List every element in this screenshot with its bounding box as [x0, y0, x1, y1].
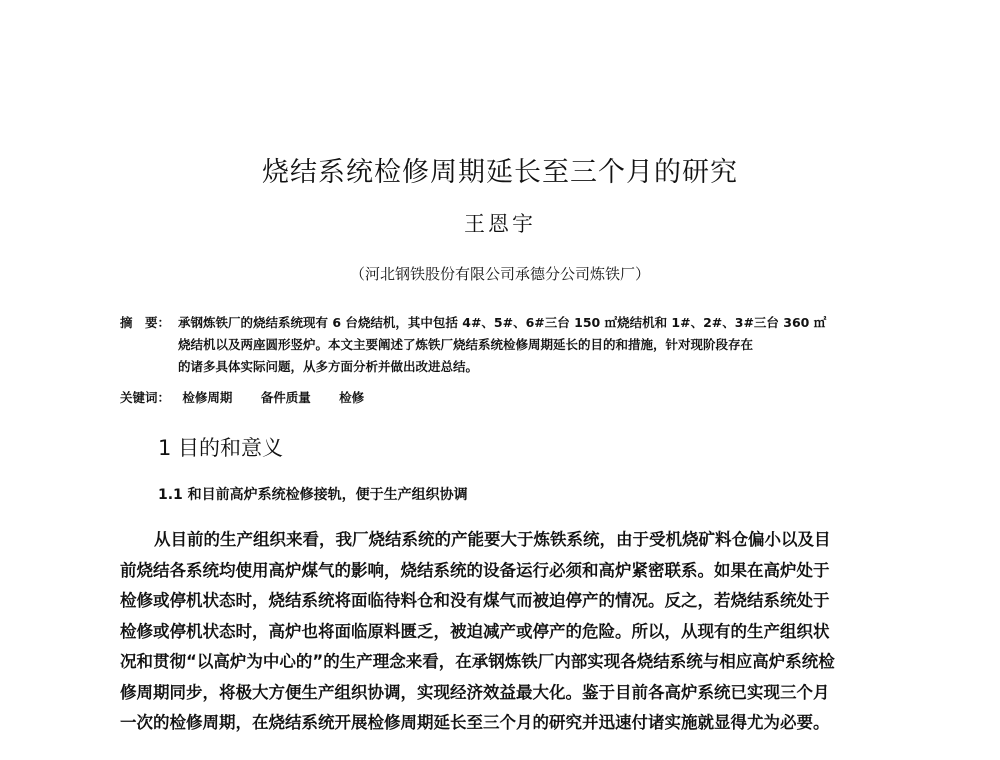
- paragraph-line: 修周期同步，将极大方便生产组织协调，实现经济效益最大化。鉴于目前各高炉系统已实现三个月: [120, 682, 830, 702]
- paragraph-line: 况和贯彻“以高炉为中心的”的生产理念来看，在承钢炼铁厂内部实现各烧结系统与相应高炉系统检: [120, 652, 835, 671]
- keyword: 检修: [339, 390, 365, 405]
- keywords-block: [120, 388, 890, 406]
- keyword: 检修周期: [182, 390, 233, 405]
- author-affiliation: （河北钢铁股份有限公司承德分公司炼铁厂）: [349, 265, 650, 283]
- abstract-label: 摘 要：: [120, 315, 171, 330]
- paragraph-line: 一次的检修周期，在烧结系统开展检修周期延长至三个月的研究并迅速付诸实施就显得尤为必要。: [120, 713, 830, 732]
- abstract-line: 的诸多具体实际问题，从多方面分析并做出改进总结。: [178, 359, 479, 374]
- body-paragraph: [120, 525, 890, 739]
- keyword: 备件质量: [260, 390, 311, 405]
- keywords-label: 关键词：: [120, 390, 171, 405]
- paragraph-line: 前烧结各系统均使用高炉煤气的影响，烧结系统的设备运行必须和高炉紧密联系。如果在高炉处于: [120, 560, 830, 580]
- abstract-line: 承钢炼铁厂的烧结系统现有 6 台烧结机，其中包括 4#、5#、6#三台 150 ㎡烧结机和 1#、2#、3#三台 360 ㎡: [178, 315, 827, 330]
- paragraph-line: 检修或停机状态时，高炉也将面临原料匮乏，被迫减产或停产的危险。所以，从现有的生产组织状: [120, 621, 830, 641]
- paragraph-line: 从目前的生产组织来看，我厂烧结系统的产能要大于炼铁系统，由于受机烧矿料仓偏小以及目: [154, 530, 831, 549]
- author-name: 王恩宇: [464, 212, 536, 236]
- paragraph-line: 检修或停机状态时，烧结系统将面临待料仓和没有煤气而被迫停产的情况。反之，若烧结系统处于: [120, 591, 830, 610]
- paper-title: 烧结系统检修周期延长至三个月的研究: [262, 157, 738, 188]
- section-heading: 1 目的和意义: [158, 436, 284, 460]
- abstract-text: [178, 312, 890, 378]
- abstract-line: 烧结机以及两座圆形竖炉。本文主要阐述了炼铁厂烧结系统检修周期延长的目的和措施，针对现阶段存在: [178, 337, 754, 352]
- subsection-heading: 1.1 和目前高炉系统检修接轨，便于生产组织协调: [158, 487, 468, 503]
